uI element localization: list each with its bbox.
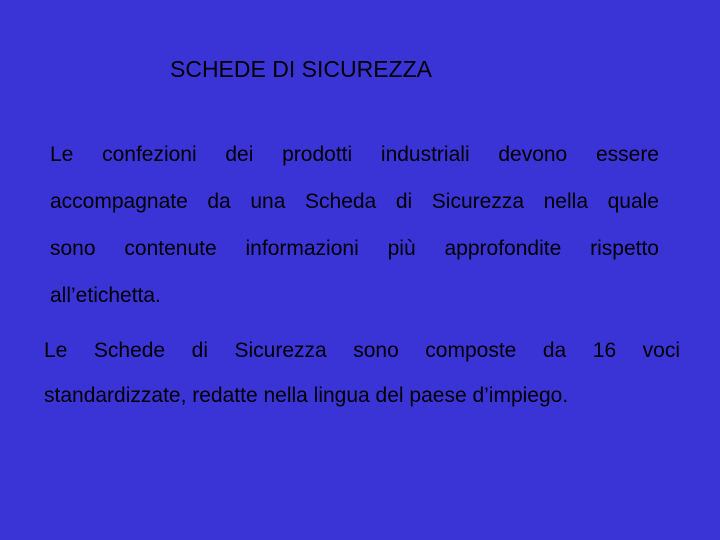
paragraph-safety-sheets-composition — [44, 328, 680, 418]
paragraph-line: Le Schede di Sicurezza sono composte da 16 voci — [44, 339, 680, 362]
paragraph-line: sono contenute informazioni più approfondite rispetto — [50, 237, 659, 260]
paragraph-line: accompagnate da una Scheda di Sicurezza nella quale — [50, 190, 659, 213]
paragraph-line: all’etichetta. — [50, 284, 161, 307]
slide-title: SCHEDE DI SICUREZZA — [170, 56, 432, 82]
paragraph-safety-sheets-intro — [50, 131, 659, 319]
paragraph-line: standardizzate, redatte nella lingua del paese d’impiego. — [44, 384, 569, 407]
paragraph-line: Le confezioni dei prodotti industriali devono essere — [50, 143, 659, 166]
